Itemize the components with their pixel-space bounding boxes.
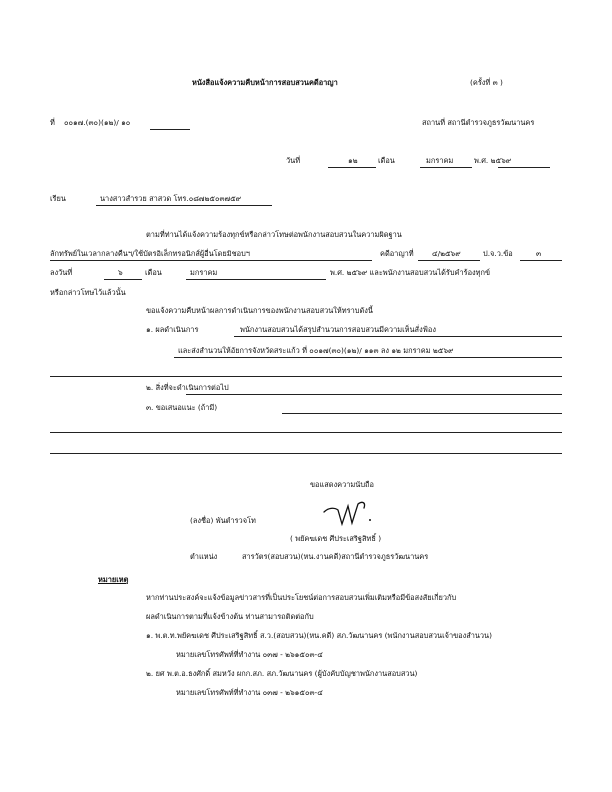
rule-number: ๓ bbox=[536, 249, 542, 258]
item1-line2: และส่งสำนวนให้อัยการจังหวัดสระแก้ว ที่ ๐๐๑๗(๓๐)(๑๒)/ ๑๑๓ ลง ๑๒ มกราคม ๒๕๖๙ bbox=[178, 346, 454, 355]
document-title: หนังสือแจ้งความคืบหน้าการสอบสวนคดีอาญา bbox=[192, 78, 338, 87]
closing: ขอแสดงความนับถือ bbox=[310, 480, 374, 489]
case-label: คดีอาญาที่ bbox=[380, 249, 414, 258]
position-value: สารวัตร(สอบสวน)(หน.งานคดี)สถานีตำรวจภูธรวัฒนานคร bbox=[242, 552, 429, 561]
round-number: (ครั้งที่ ๓ ) bbox=[470, 78, 503, 87]
date-month-underline bbox=[420, 167, 472, 168]
dated-month: มกราคม bbox=[190, 268, 218, 277]
sign-label: (ลงชื่อ) พันตำรวจโท bbox=[190, 516, 256, 525]
item3-label: ๓. ขอเสนอแนะ (ถ้ามี) bbox=[146, 403, 218, 412]
paragraph-intro: ตามที่ท่านได้แจ้งความร้องทุกข์หรือกล่าวโทษต่อพนักงานสอบสวนในความผิดฐาน bbox=[146, 230, 402, 239]
ref-underline bbox=[150, 129, 190, 130]
dated-month-label: เดือน bbox=[145, 268, 162, 277]
contact-1: ๑. พ.ต.ท.พยัคฆเดช ศีประเสริฐสิทธิ์ ส.ว.(สอบสวน)(หน.คดี) สภ.วัฒนานคร (พนักงานสอบสวนเจ้าของสำนวน) bbox=[146, 631, 492, 640]
rule-underline bbox=[520, 260, 562, 261]
date-label: วันที่ bbox=[286, 156, 301, 165]
month-label: เดือน bbox=[378, 156, 395, 165]
case-number: ๔/๒๕๖๙ bbox=[432, 249, 461, 258]
ref-number: ๐๐๑๗.(๓๐)(๑๒)/ ๑๐ bbox=[64, 118, 131, 127]
case-underline bbox=[418, 260, 480, 261]
dated-year-text: พ.ศ. ๒๕๖๙ และพนักงานสอบสวนได้รับคำร้องทุกข์ bbox=[330, 268, 491, 277]
charge-underline bbox=[50, 260, 372, 261]
notify-text: ขอแจ้งความคืบหน้าผลการดำเนินการของพนักงานสอบสวนให้ทราบดังนี้ bbox=[146, 306, 373, 315]
dated-day-underline bbox=[104, 279, 142, 280]
date-year-underline bbox=[498, 167, 550, 168]
date-month: มกราคม bbox=[426, 156, 454, 165]
office-location: สถานที่ สถานีตำรวจภูธรวัฒนานคร bbox=[422, 118, 535, 127]
recipient-underline bbox=[96, 205, 272, 206]
item1-value: พนักงานสอบสวนได้สรุปสำนวนการสอบสวนมีความเห็นสั่งฟ้อง bbox=[240, 325, 436, 334]
contact-2-phone: หมายเลขโทรศัพท์ที่ทำงาน ๐๓๗ - ๒๖๑๕๐๓-๔ bbox=[176, 688, 323, 697]
signature-image bbox=[318, 496, 382, 532]
ref-label: ที่ bbox=[50, 118, 55, 127]
contact-2: ๒. ยศ พ.ต.อ.ธงศักดิ์ สมหวัง ผกก.สภ. สภ.วัฒนานคร (ผู้บังคับบัญชาพนักงานสอบสวน) bbox=[146, 669, 418, 678]
note-label: หมายเหตุ bbox=[98, 575, 129, 584]
rule-label: ป.จ.ว.ข้อ bbox=[483, 249, 513, 258]
note-line-2: ผลดำเนินการตามที่แจ้งข้างต้น ท่านสามารถติดต่อกับ bbox=[146, 612, 314, 621]
dated-label: ลงวันที่ bbox=[50, 268, 73, 277]
item2-underline bbox=[186, 394, 562, 395]
charge-text: ลักทรัพย์ในเวลากลางคืนฯ/ใช้บัตรอิเล็กทรอนิกส์ผู้อื่นโดยมิชอบฯ bbox=[50, 249, 250, 258]
blank-line bbox=[50, 432, 562, 433]
item1-line2-underline bbox=[174, 357, 562, 358]
dated-month-underline bbox=[186, 279, 326, 280]
to-label: เรียน bbox=[50, 194, 66, 203]
item1-label: ๑. ผลดำเนินการ bbox=[146, 325, 199, 334]
item2-label: ๒. สิ่งที่จะดำเนินการต่อไป bbox=[146, 383, 229, 392]
date-day: ๑๒ bbox=[348, 156, 358, 165]
item1-underline bbox=[234, 336, 562, 337]
contact-1-phone: หมายเลขโทรศัพท์ที่ทำงาน ๐๓๗ - ๒๖๑๕๐๓-๔ bbox=[176, 650, 323, 659]
paragraph-end: หรือกล่าวโทษไว้แล้วนั้น bbox=[50, 288, 126, 297]
signer-name: ( พยัคฆเดช ศีประเสริฐสิทธิ์ ) bbox=[290, 534, 382, 543]
date-year: พ.ศ. ๒๕๖๙ bbox=[474, 156, 512, 165]
date-day-underline bbox=[328, 167, 376, 168]
recipient: นางสาวสำรวย สาสวด โทร.๐๘๗๒๕๐๓๗๕๙ bbox=[100, 194, 242, 203]
blank-line bbox=[50, 453, 562, 454]
position-label: ตำแหน่ง bbox=[190, 552, 218, 561]
item3-underline bbox=[282, 413, 562, 414]
dated-day: ๖ bbox=[118, 268, 123, 277]
note-line-1: หากท่านประสงค์จะแจ้งข้อมูลข่าวสารที่เป็นประโยชน์ต่อการสอบสวนเพิ่มเติมหรือมีข้อสงสัยเกี่ยวกับ bbox=[146, 593, 457, 602]
blank-line bbox=[50, 376, 562, 377]
